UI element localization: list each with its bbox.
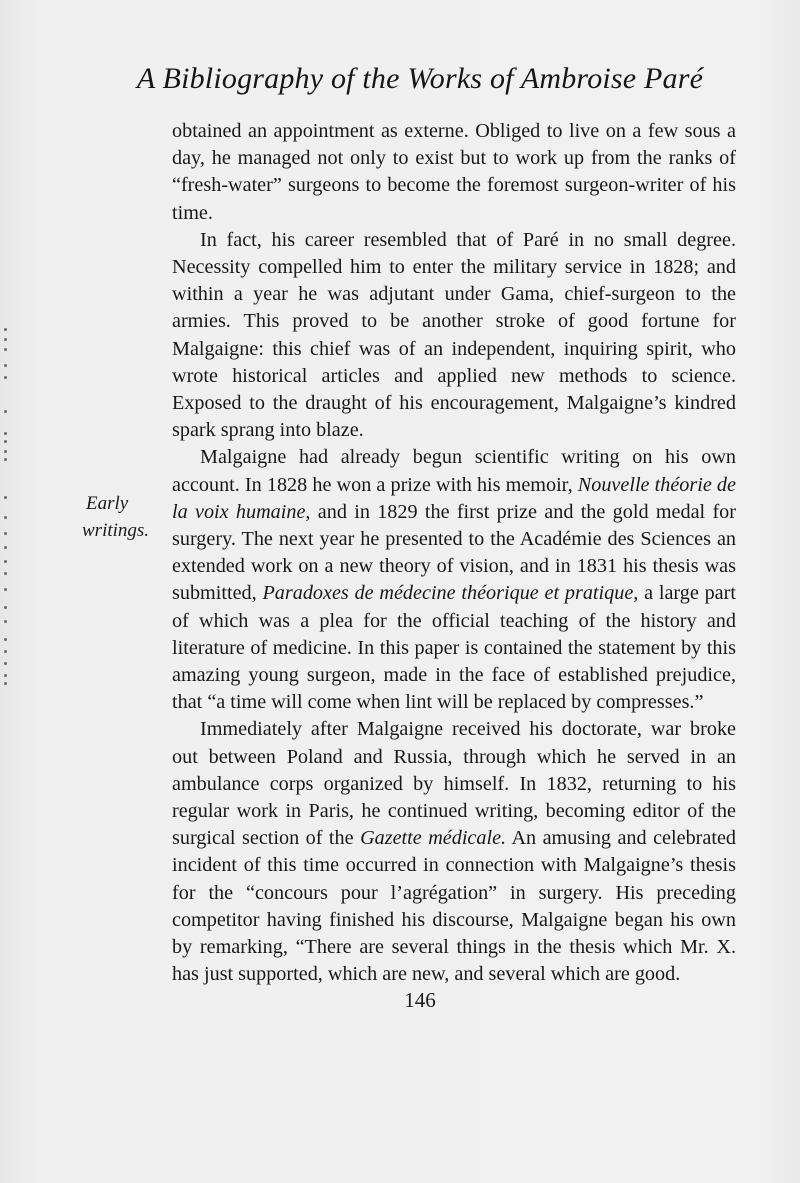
title-gazette-medicale: Gazette médicale. [360,827,507,850]
paragraph-3 [172,444,736,716]
margin-note-line-1: Early [86,493,129,514]
paragraph-3-text-a: Malgaigne had already begun scientific writing on his own account. In 1828 he won a prize with his memoir, [172,446,736,496]
running-head: A Bibliography of the Works of Ambroise Paré [136,62,704,95]
margin-note [82,490,166,544]
paragraph-4-text-b: An amusing and celebrated incident of this time occurred in connection with Malgaigne’s thesis for the “concours pour l’agrégation” in surgery. His preceding competitor having finished his discourse, Malgaigne began his own by remarking, “There are several things in the thesis which Mr. X. has just supported, which are new, and several which are good. [172,827,737,986]
paragraph-3-text-b: and in 1829 the first prize and the gold medal for surgery. The next year he presented to the Académie des Sciences an extended work on a new theory of vision, and in 1831 his thesis was submitted, [172,500,736,605]
body-text [172,118,736,989]
binding-dots [0,320,12,690]
paragraph-3-text-c: a large part of which was a plea for the official teaching of the history and literature of medicine. In this paper is contained the statement by this amazing young surgeon, made in the face of established prejudice, that “a time will come when lint will be replaced by compresses.” [172,582,736,714]
page-number: 146 [404,988,436,1012]
paragraph-4 [172,716,736,988]
margin-note-line-2: writings. [82,520,150,541]
paragraph-4-text-a: Immediately after Malgaigne received his doctorate, war broke out between Poland and Russia, through which he served in an ambulance corps organized by himself. In 1832, returning to his regular work in Paris, he continued writing, becoming editor of the surgical section of the [172,718,736,850]
paragraph-1: obtained an appointment as externe. Obliged to live on a few sous a day, he managed not only to exist but to work up from the ranks of “fresh-water” surgeons to become the foremost surgeon-writer of his time. [172,120,736,224]
title-paradoxes: Paradoxes de médecine théorique et pratique, [262,582,639,605]
paragraph-2: In fact, his career resembled that of Paré in no small degree. Necessity compelled him to enter the military service in 1828; and within a year he was adjutant under Gama, chief-surgeon to the armies. This proved to be another stroke of good fortune for Malgaigne: this chief was of an independent, inquiring spirit, who wrote historical articles and applied new methods to science. Exposed to the draught of his encouragement, Malgaigne’s kindred spark sprang into blaze. [172,228,736,442]
title-nouvelle-theorie: Nouvelle théorie de la voix humaine, [172,473,736,523]
